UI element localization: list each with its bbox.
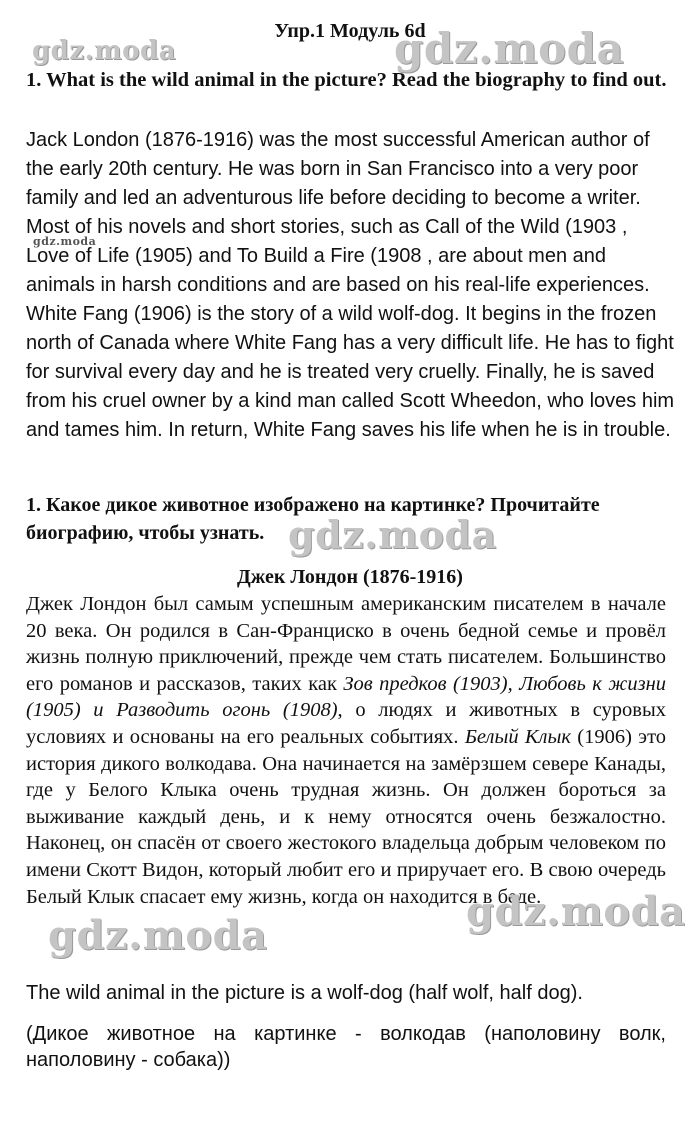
- bio-italic-title: Белый Клык: [464, 725, 571, 748]
- watermark-logo: gdz.moda: [32, 36, 177, 66]
- page-title: Упр.1 Модуль 6d: [274, 20, 426, 42]
- watermark-logo: gdz.moda: [48, 912, 268, 959]
- russian-biography: [26, 591, 666, 910]
- bio-text: Джек Лондон был самым успешным американским писателем в начале 20 века. Он родился в Сан-Франциско в очень бедной семье и провёл жизнь полную приключений, прежде чем стать писателем. Большинство его романов и рассказов, таких как: [26, 593, 666, 695]
- english-biography: Jack London (1876-1916) was the most successful American author of the early 20th century. He was born in San Francisco into a very poor family and led an adventurous life before deciding to become a writer. Most of his novels and short stories, such as Call of the Wild (1903 , Love of Life (1905) and To Build a Fire (1908 , are about men and animals in harsh conditions and are based on his real-life experiences. White Fang (1906) is the story of a wild wolf-dog. It begins in the frozen north of Canada where White Fang has a very difficult life. He has to fight for survival every day and he is treated very cruelly. Finally, he is saved from his cruel owner by a kind man called Scott Wheedon, who loves him and tames him. In return, White Fang saves his life when he is in trouble.: [26, 129, 675, 441]
- bio-text: (1906) это история дикого волкодава. Она начинается на замёрзшем севере Канады, где у Белого Клыка очень трудная жизнь. Он должен бороться за выживание каждый день, и к нему относятся очень безжалостно. Наконец, он спасён от своего жестокого владельца добрым человеком по имени Скотт Видон, который любит его и приручает его. В свою очередь Белый Клык спасает ему жизнь, когда он находится в беде.: [26, 725, 667, 908]
- english-question: 1. What is the wild animal in the picture? Read the biography to find out.: [26, 69, 667, 91]
- bio-text: , о людях и животных в суровых условиях и основаны на его реальных событиях.: [26, 699, 666, 748]
- answer-russian: (Дикое животное на картинке - волкодав (наполовину волк, наполовину - собака)): [26, 1023, 666, 1071]
- answer-english: The wild animal in the picture is a wolf-dog (half wolf, half dog).: [26, 982, 583, 1004]
- russian-question: 1. Какое дикое животное изображено на картинке? Прочитайте биографию, чтобы узнать.: [26, 494, 600, 544]
- bio-italic-titles: Зов предков (1903), Любовь к жизни (1905) и Разводить огонь (1908): [26, 672, 666, 722]
- watermark-logo: gdz.moda: [33, 235, 97, 248]
- russian-biography-heading: Джек Лондон (1876-1916): [237, 566, 463, 588]
- watermark-logo: gdz.moda: [288, 512, 497, 557]
- watermark-logo: gdz.moda: [394, 24, 625, 73]
- watermark-logo: gdz.moda: [466, 888, 686, 935]
